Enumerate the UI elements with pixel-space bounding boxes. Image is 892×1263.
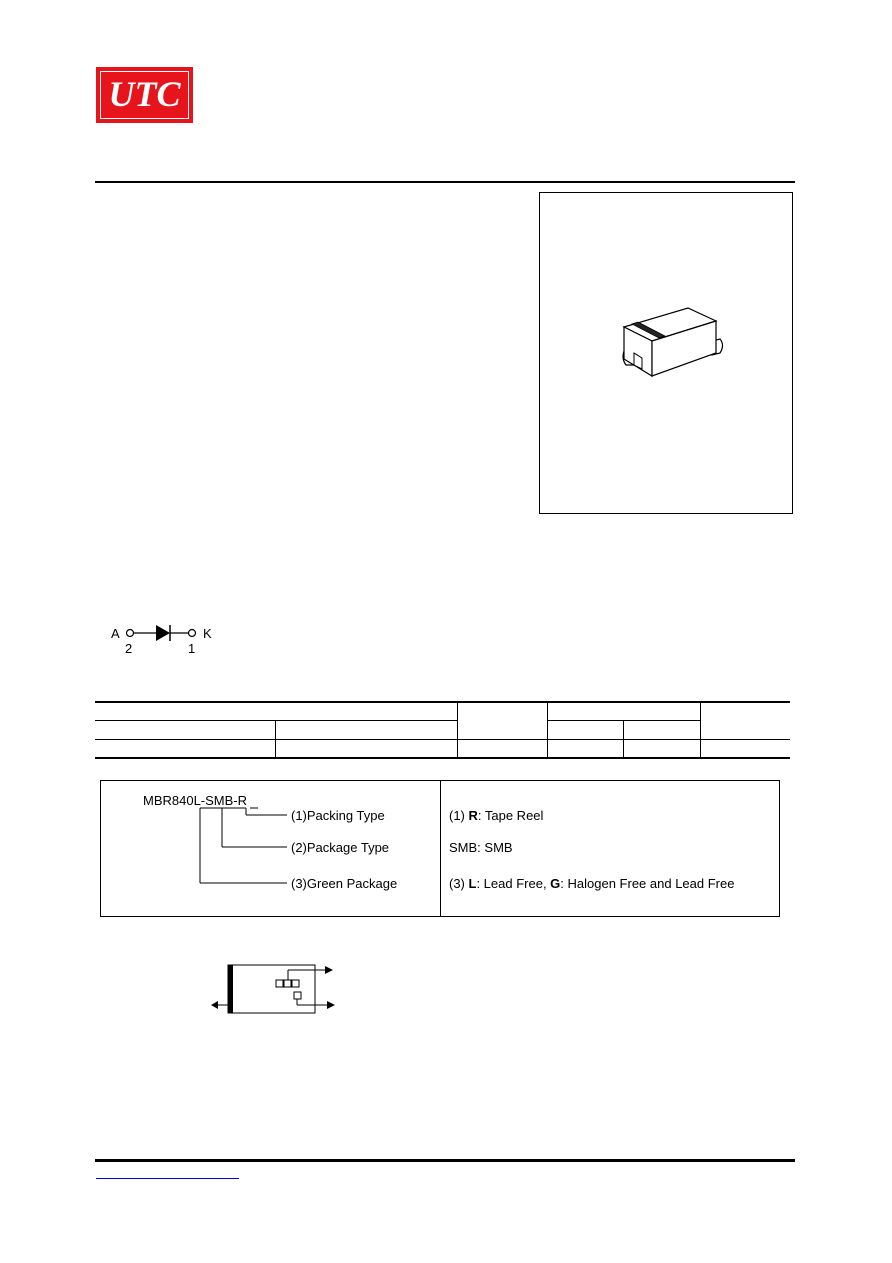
cathode-pin-number: 1 bbox=[188, 641, 196, 656]
desc-bold-2: G bbox=[550, 876, 561, 891]
utc-logo bbox=[96, 67, 193, 123]
desc-bold: R bbox=[468, 808, 478, 823]
smb-package-illustration bbox=[540, 193, 792, 513]
footer-website-link[interactable] bbox=[96, 1165, 239, 1179]
marking-diagram bbox=[208, 960, 343, 1020]
desc-rest: SMB: SMB bbox=[449, 840, 513, 855]
header-divider bbox=[95, 181, 795, 183]
cathode-label: K bbox=[203, 626, 212, 641]
packing-type-description bbox=[449, 808, 543, 823]
link-underline bbox=[96, 1178, 239, 1179]
green-package-description bbox=[449, 876, 734, 891]
package-type-description bbox=[449, 840, 513, 855]
logo-text: UTC bbox=[108, 74, 181, 114]
desc-prefix: (3) bbox=[449, 876, 469, 891]
desc-rest: : Lead Free, bbox=[476, 876, 551, 891]
code-box-divider bbox=[440, 781, 441, 916]
desc-rest: : Tape Reel bbox=[477, 808, 544, 823]
diode-symbol bbox=[120, 622, 200, 644]
anode-label: A bbox=[111, 626, 120, 641]
anode-pin-number: 2 bbox=[125, 641, 133, 656]
footer-divider bbox=[95, 1159, 795, 1162]
desc-prefix: (1) bbox=[449, 808, 469, 823]
package-image-box bbox=[539, 192, 793, 514]
part-number: MBR840L-SMB-R bbox=[143, 793, 248, 808]
package-type-label: (2)Package Type bbox=[291, 840, 390, 855]
code-leader-lines bbox=[195, 805, 305, 890]
green-package-label: (3)Green Package bbox=[291, 876, 398, 891]
desc-rest-2: : Halogen Free and Lead Free bbox=[560, 876, 735, 891]
desc-bold: L bbox=[468, 876, 477, 891]
packing-type-label: (1)Packing Type bbox=[291, 808, 385, 823]
ordering-info-table bbox=[95, 701, 790, 759]
